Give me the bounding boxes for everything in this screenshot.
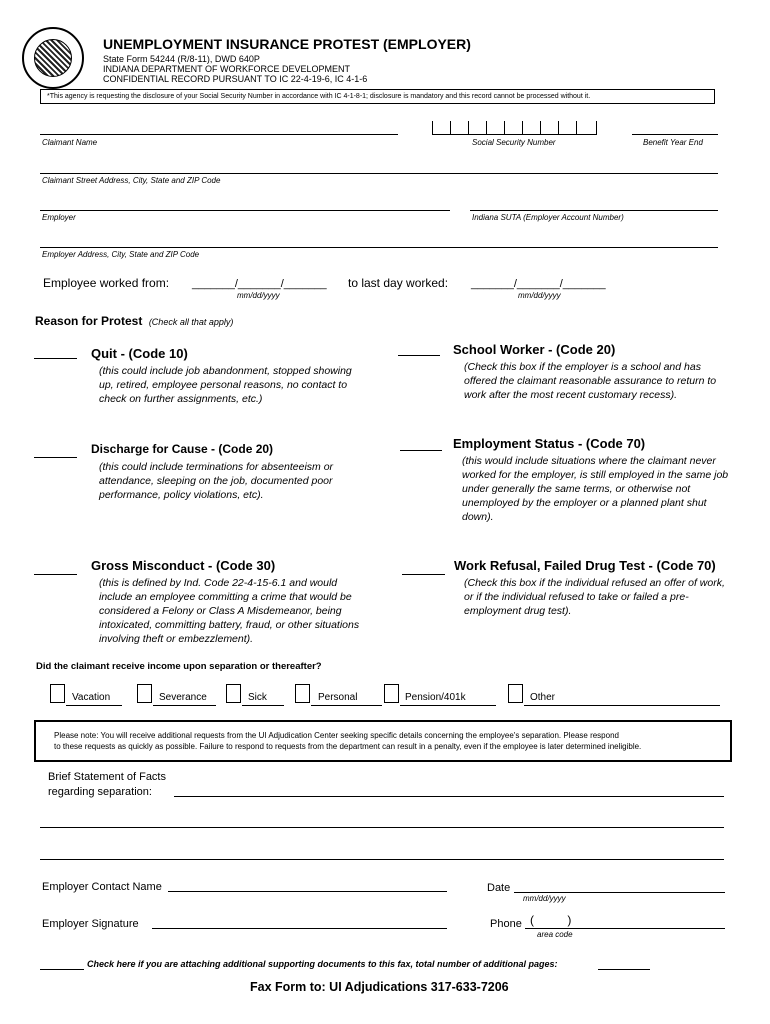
last-day-date-field[interactable]: _______/_______/_______	[471, 278, 606, 290]
department-name: INDIANA DEPARTMENT OF WORKFORCE DEVELOPMENT	[103, 64, 351, 74]
statement-label: Brief Statement of Facts regarding separation:	[48, 771, 166, 798]
sick-line	[242, 705, 284, 706]
statement-line-2[interactable]	[40, 827, 724, 828]
personal-checkbox[interactable]	[295, 684, 310, 703]
state-seal	[22, 27, 84, 89]
fax-number: Fax Form to: UI Adjudications 317-633-7206	[250, 980, 509, 994]
pension-label: Pension/401k	[405, 692, 466, 703]
employer-address-field[interactable]	[40, 247, 718, 248]
vacation-line	[66, 705, 122, 706]
pension-checkbox[interactable]	[384, 684, 399, 703]
claimant-name-label: Claimant Name	[42, 138, 98, 147]
school-worker-desc: (Check this box if the employer is a school and has offered the claimant reasonable assurance to return to work after the most recent customary recess).	[464, 361, 717, 401]
attach-checkline[interactable]	[40, 969, 84, 970]
attach-pages-field[interactable]	[598, 969, 650, 970]
signature-field[interactable]	[152, 928, 447, 929]
work-refusal-title: Work Refusal, Failed Drug Test - (Code 70)	[454, 558, 716, 573]
signature-label: Employer Signature	[42, 918, 139, 930]
adjudication-note	[34, 720, 732, 762]
ssn-label: Social Security Number	[472, 138, 556, 147]
phone-label: Phone	[490, 918, 522, 930]
employer-label: Employer	[42, 213, 76, 222]
last-day-label: to last day worked:	[348, 276, 449, 290]
benefit-year-end-field[interactable]	[632, 134, 718, 135]
confidential-note: CONFIDENTIAL RECORD PURSUANT TO IC 22-4-19-6, IC 4-1-6	[103, 74, 368, 84]
attach-label: Check here if you are attaching additional supporting documents to this fax, total number of additional pages:	[87, 959, 558, 969]
gross-misconduct-checkline[interactable]	[34, 574, 77, 575]
quit-desc: (this could include job abandonment, stopped showing up, retired, employee personal reasons, no contact to check on further assignments, etc.)	[99, 365, 352, 405]
other-label: Other	[530, 692, 556, 703]
worked-from-date-field[interactable]: _______/_______/_______	[192, 278, 327, 290]
reason-heading: Reason for Protest (Check all that apply)	[35, 314, 234, 328]
worked-from-format: mm/dd/yyyy	[237, 291, 280, 300]
discharge-checkline[interactable]	[34, 457, 77, 458]
note-line-2: to these requests as quickly as possible. Failure to respond to requests from the department can result in a penalty, even if the employee is later determined ineligible.	[54, 742, 642, 751]
severance-label: Severance	[159, 692, 207, 703]
date-label: Date	[487, 882, 511, 894]
phone-field[interactable]	[525, 928, 725, 929]
last-day-format: mm/dd/yyyy	[518, 291, 561, 300]
claimant-address-field[interactable]	[40, 173, 718, 174]
other-line	[524, 705, 720, 706]
sick-label: Sick	[248, 692, 267, 703]
phone-area-parens: ( )	[530, 913, 572, 927]
form-title: UNEMPLOYMENT INSURANCE PROTEST (EMPLOYER)	[103, 36, 471, 52]
work-refusal-desc: (Check this box if the individual refused an offer of work, or if the individual refused to take or failed a pre-employment drug test).	[464, 577, 725, 617]
statement-line-1[interactable]	[174, 796, 724, 797]
form-number: State Form 54244 (R/8-11), DWD 640P	[103, 54, 260, 64]
employment-status-title: Employment Status - (Code 70)	[453, 436, 646, 451]
vacation-checkbox[interactable]	[50, 684, 65, 703]
severance-line	[153, 705, 216, 706]
employer-address-label: Employer Address, City, State and ZIP Code	[42, 250, 200, 259]
claimant-name-field[interactable]	[40, 134, 398, 135]
seal-emblem-icon	[34, 39, 72, 77]
discharge-title: Discharge for Cause - (Code 20)	[91, 442, 274, 456]
worked-from-label: Employee worked from:	[43, 276, 170, 290]
other-checkbox[interactable]	[508, 684, 523, 703]
statement-line-3[interactable]	[40, 859, 724, 860]
area-code-label: area code	[537, 930, 573, 939]
personal-label: Personal	[318, 692, 358, 703]
contact-name-field[interactable]	[168, 891, 447, 892]
date-field[interactable]	[514, 892, 725, 893]
school-worker-title: School Worker - (Code 20)	[453, 342, 616, 357]
date-format: mm/dd/yyyy	[523, 894, 566, 903]
quit-title: Quit - (Code 10)	[91, 346, 188, 361]
school-worker-checkline[interactable]	[398, 355, 440, 356]
contact-name-label: Employer Contact Name	[42, 881, 162, 893]
personal-line	[311, 705, 382, 706]
sick-checkbox[interactable]	[226, 684, 241, 703]
pension-line	[400, 705, 496, 706]
benefit-year-end-label: Benefit Year End	[643, 138, 703, 147]
gross-misconduct-desc: (this is defined by Ind. Code 22-4-15-6.1 and would include an employee committing a crime that would be considered a Felony or Class A Misdemeanor, being intoxicated, committing battery, fraud, or other situations involving theft or embezzlement).	[99, 577, 360, 645]
employer-field[interactable]	[40, 210, 450, 211]
suta-label: Indiana SUTA (Employer Account Number)	[472, 213, 624, 222]
gross-misconduct-title: Gross Misconduct - (Code 30)	[91, 558, 276, 573]
severance-checkbox[interactable]	[137, 684, 152, 703]
suta-field[interactable]	[470, 210, 718, 211]
employment-status-desc: (this would include situations where the claimant never worked for the employer, is still employed in the same job under generally the same terms, or otherwise not unemployed by the employer or a planned plant shut down).	[462, 455, 729, 523]
claimant-address-label: Claimant Street Address, City, State and ZIP Code	[42, 176, 221, 185]
employment-status-checkline[interactable]	[400, 450, 442, 451]
ssn-disclosure-notice: *This agency is requesting the disclosure of your Social Security Number in accordance with IC 4-1-8-1; disclosure is mandatory and this record cannot be processed without it.	[40, 89, 715, 104]
note-line-1: Please note: You will receive additional requests from the UI Adjudication Center seeking specific details concerning the employee's separation. Please respond	[54, 731, 619, 740]
quit-checkline[interactable]	[34, 358, 77, 359]
vacation-label: Vacation	[72, 692, 111, 703]
income-question: Did the claimant receive income upon separation or thereafter?	[36, 661, 322, 672]
discharge-desc: (this could include terminations for absenteeism or attendance, sleeping on the job, documented poor performance, policy violations, etc).	[99, 461, 334, 501]
work-refusal-checkline[interactable]	[402, 574, 445, 575]
